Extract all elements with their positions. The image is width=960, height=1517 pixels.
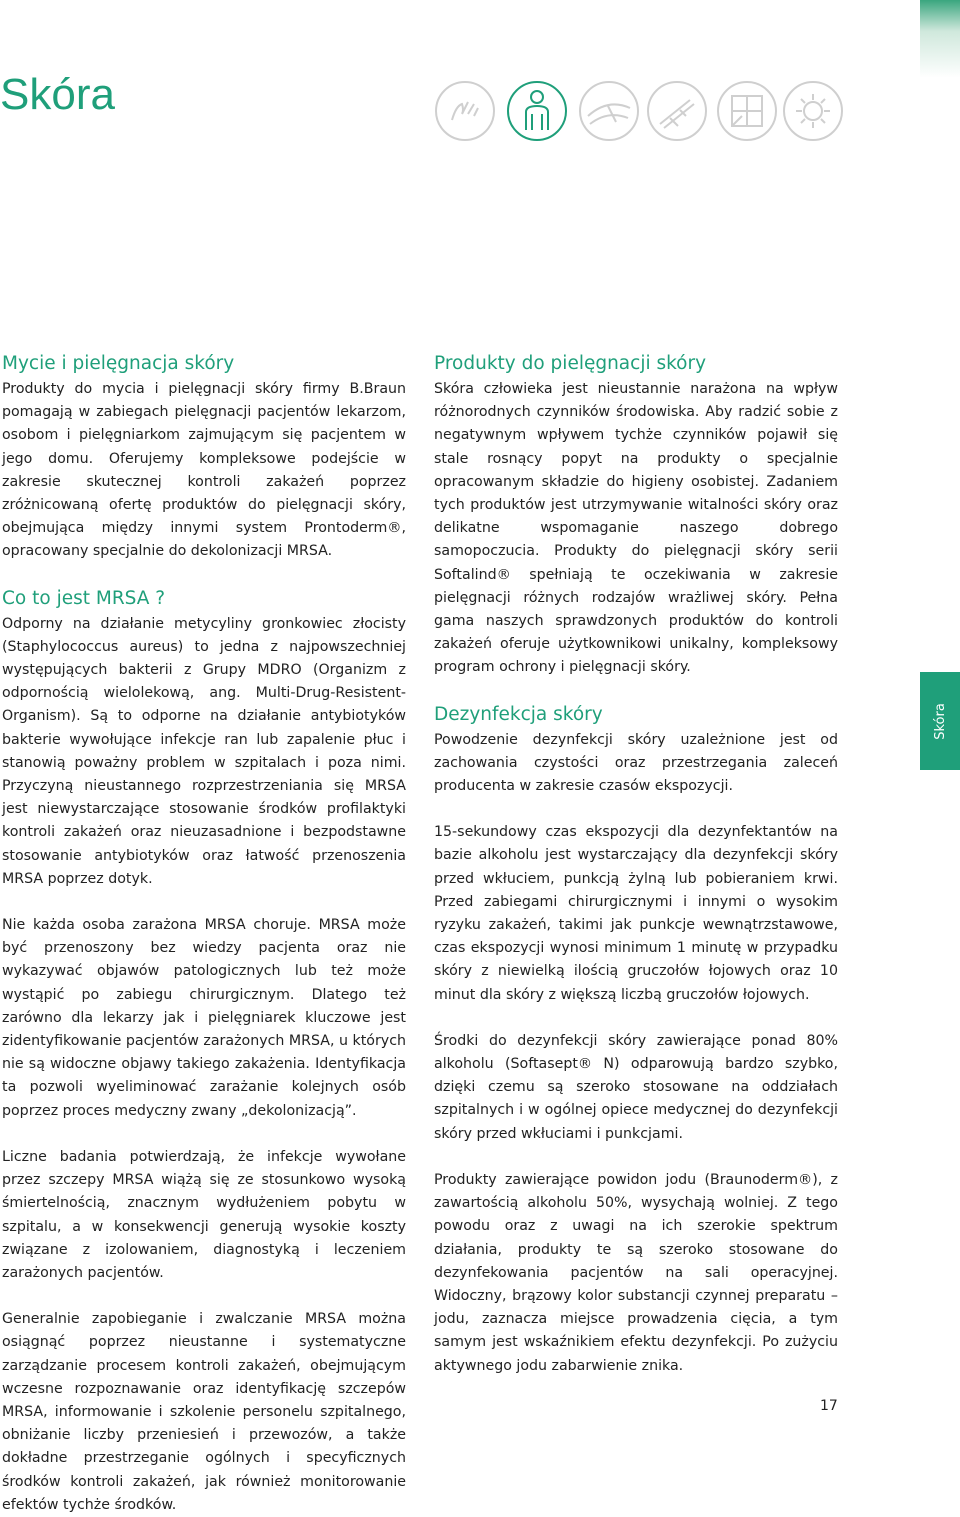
person-icon — [506, 80, 568, 142]
hands-icon — [434, 80, 496, 142]
category-icons — [434, 80, 844, 144]
paragraph: Liczne badania potwierdzają, że infekcje wywołane przez szczepy MRSA wiążą się ze stosunkowo wysoką śmiertelnością, znacznym wydłużeniem pobytu w szpitalu, a w konsekwencji generują wysokie koszty związane z izolowaniem, diagnostyką i leczeniem zarażonych pacjentów. — [2, 1148, 406, 1281]
paragraph: Środki do dezynfekcji skóry zawierające ponad 80% alkoholu (Softasept® N) odparowują bardzo szybko, dzięki czemu są szeroko stosowane na oddziałach szpitalnych i w ogólnej opiece medycznej do dezynfekcji skóry przed wkłuciami i punkcjami. — [434, 1032, 838, 1142]
paragraph: Produkty do mycia i pielęgnacji skóry firmy B.Braun pomagają w zabiegach pielęgnacji pacjentów lekarzom, osobom i pielęgniarkom zajmującym się pacjentem w jego domu. Oferujemy kompleksowe podejście w zakresie skutecznej kontroli zakażeń poprzez zróżnicowaną ofertę produktów do pielęgnacji skóry, obejmująca między innymi system Prontoderm®, opracowany specjalnie do dekolonizacji MRSA. — [2, 381, 406, 560]
paragraph: Odporny na działanie metycyliny gronkowiec złocisty (Staphylococcus aureus) to jedna z najpowszechniej występujących bakterii z Grupy MDRO (Organizm z odpornością wielolekową, ang. Multi-Drug-Resistent-Organism). Są to odporne na działanie antybiotyków bakterie wywołujące infekcje ran lub zapalenie płuc i stanowią poważny problem w szpitalach i poza nimi. Przyczyną nieustannego rozprzestrzeniania się MRSA jest niewystarczające stosowanie środków profilaktyki kontroli zakażeń oraz nieuzasadnione i bezpodstawne stosowanie antybiotyków oraz łatwość przenoszenia MRSA poprzez dotyk. — [2, 615, 406, 887]
paragraph: Powodzenie dezynfekcji skóry uzależnione jest od zachowania czystości oraz przestrzegania zaleceń producenta w zakresie czasów ekspozycji. — [434, 731, 838, 795]
right-column — [434, 352, 838, 1378]
side-section-tab[interactable] — [920, 672, 960, 770]
paragraph: Generalnie zapobieganie i zwalczanie MRSA można osiągnąć poprzez nieustanne i systematyczne zarządzanie procesem kontroli zakażeń, obejmującym wczesne rozpoznawanie oraz identyfikację szczepów MRSA, informowanie i szkolenie personelu szpitalnego, obniżanie liczby przeniesień i przewozów, a także dokładne przestrzeganie ogólnych i specyficznych środków kontroli zakażeń, jak również monitorowanie efektów tychże środków. — [2, 1311, 406, 1513]
paragraph: Produkty zawierające powidon jodu (Braunoderm®), z zawartością alkoholu 50%, wysychają wolniej. Z tego powodu oraz z uwagi na ich szerokie spektrum działania, produkty te są szeroko stosowane do dezynfekowania pacjentów na sali operacyjnej. Widoczny, brązowy kolor substancji czynnej preparatu – jodu, zaznacza miejsce prowadzenia cięcia, a tym samym jest wskaźnikiem efektu dezynfekcji. Po zużyciu aktywnego jodu zabarwienie znika. — [434, 1171, 838, 1374]
section-heading-care: Mycie i pielęgnacja skóry — [2, 353, 235, 374]
paragraph: 15-sekundowy czas ekspozycji dla dezynfektantów na bazie alkoholu jest wystarczający dla dezynfekcji skóry przed wkłuciem, punkcją żylną lub pobieraniem krwi. Przed zabiegami chirurgicznymi i innymi o wysokim ryzyku zakażeń, takimi jak punkcje wewnątrzstawowe, czas ekspozycji wynosi minimum 1 minutę w przypadku skóry z niewielką ilością gruczołów łojowych oraz 10 minut dla skóry z większą liczbą gruczołów łojowych. — [434, 824, 838, 1003]
tiles-icon — [716, 80, 778, 142]
paragraph: Skóra człowieka jest nieustannie narażona na wpływ różnorodnych czynników środowiska. Aby radzić sobie z negatywnym wpływem tychże czynników pojawił się stale rosnący popyt na produkty o specjalnie opracowanym składzie do higieny osobistej. Zadaniem tych produktów jest utrzymywanie witalności skóry oraz delikatne wspomaganie naszego dobrego samopoczucia. Produkty do pielęgnacji skóry serii Softalind® spełniają te oczekiwania w zakresie pielęgnacji różnych rodzajów wrażliwej skóry. Pełna gama naszych sprawdzonych produktów do kontroli zakażeń oferuje użytkownikowi unikalny, kompleksowy program ochrony i pielęgnacji skóry. — [434, 381, 838, 676]
page-number: 17 — [820, 1398, 838, 1414]
instruments-icon — [646, 80, 708, 142]
gear-icon — [782, 80, 844, 142]
left-column — [2, 352, 406, 1517]
section-heading-disinfection: Dezynfekcja skóry — [434, 703, 603, 725]
surfaces-icon — [578, 80, 640, 142]
paragraph: Nie każda osoba zarażona MRSA choruje. MRSA może być przenoszony bez wiedzy pacjenta oraz nie wykazywać objawów patologicznych lub też może wystąpić po zabiegu chirurgicznym. Dlatego też zarówno dla lekarzy jak i pielęgniarek kluczowe jest zidentyfikowanie pacjentów zarażonych MRSA, u których nie są widoczne objawy takiego zakażenia. Identyfikacja ta pozwoli wyeliminować zarażanie kolejnych osób poprzez proces medyczny zwany „dekolonizacją”. — [2, 917, 406, 1119]
section-heading-products: Produkty do pielęgnacji skóry — [434, 353, 707, 374]
side-tab-label: Skóra — [932, 702, 948, 740]
section-heading-mrsa: Co to jest MRSA ? — [2, 587, 166, 609]
page-title: Skóra — [0, 70, 115, 119]
